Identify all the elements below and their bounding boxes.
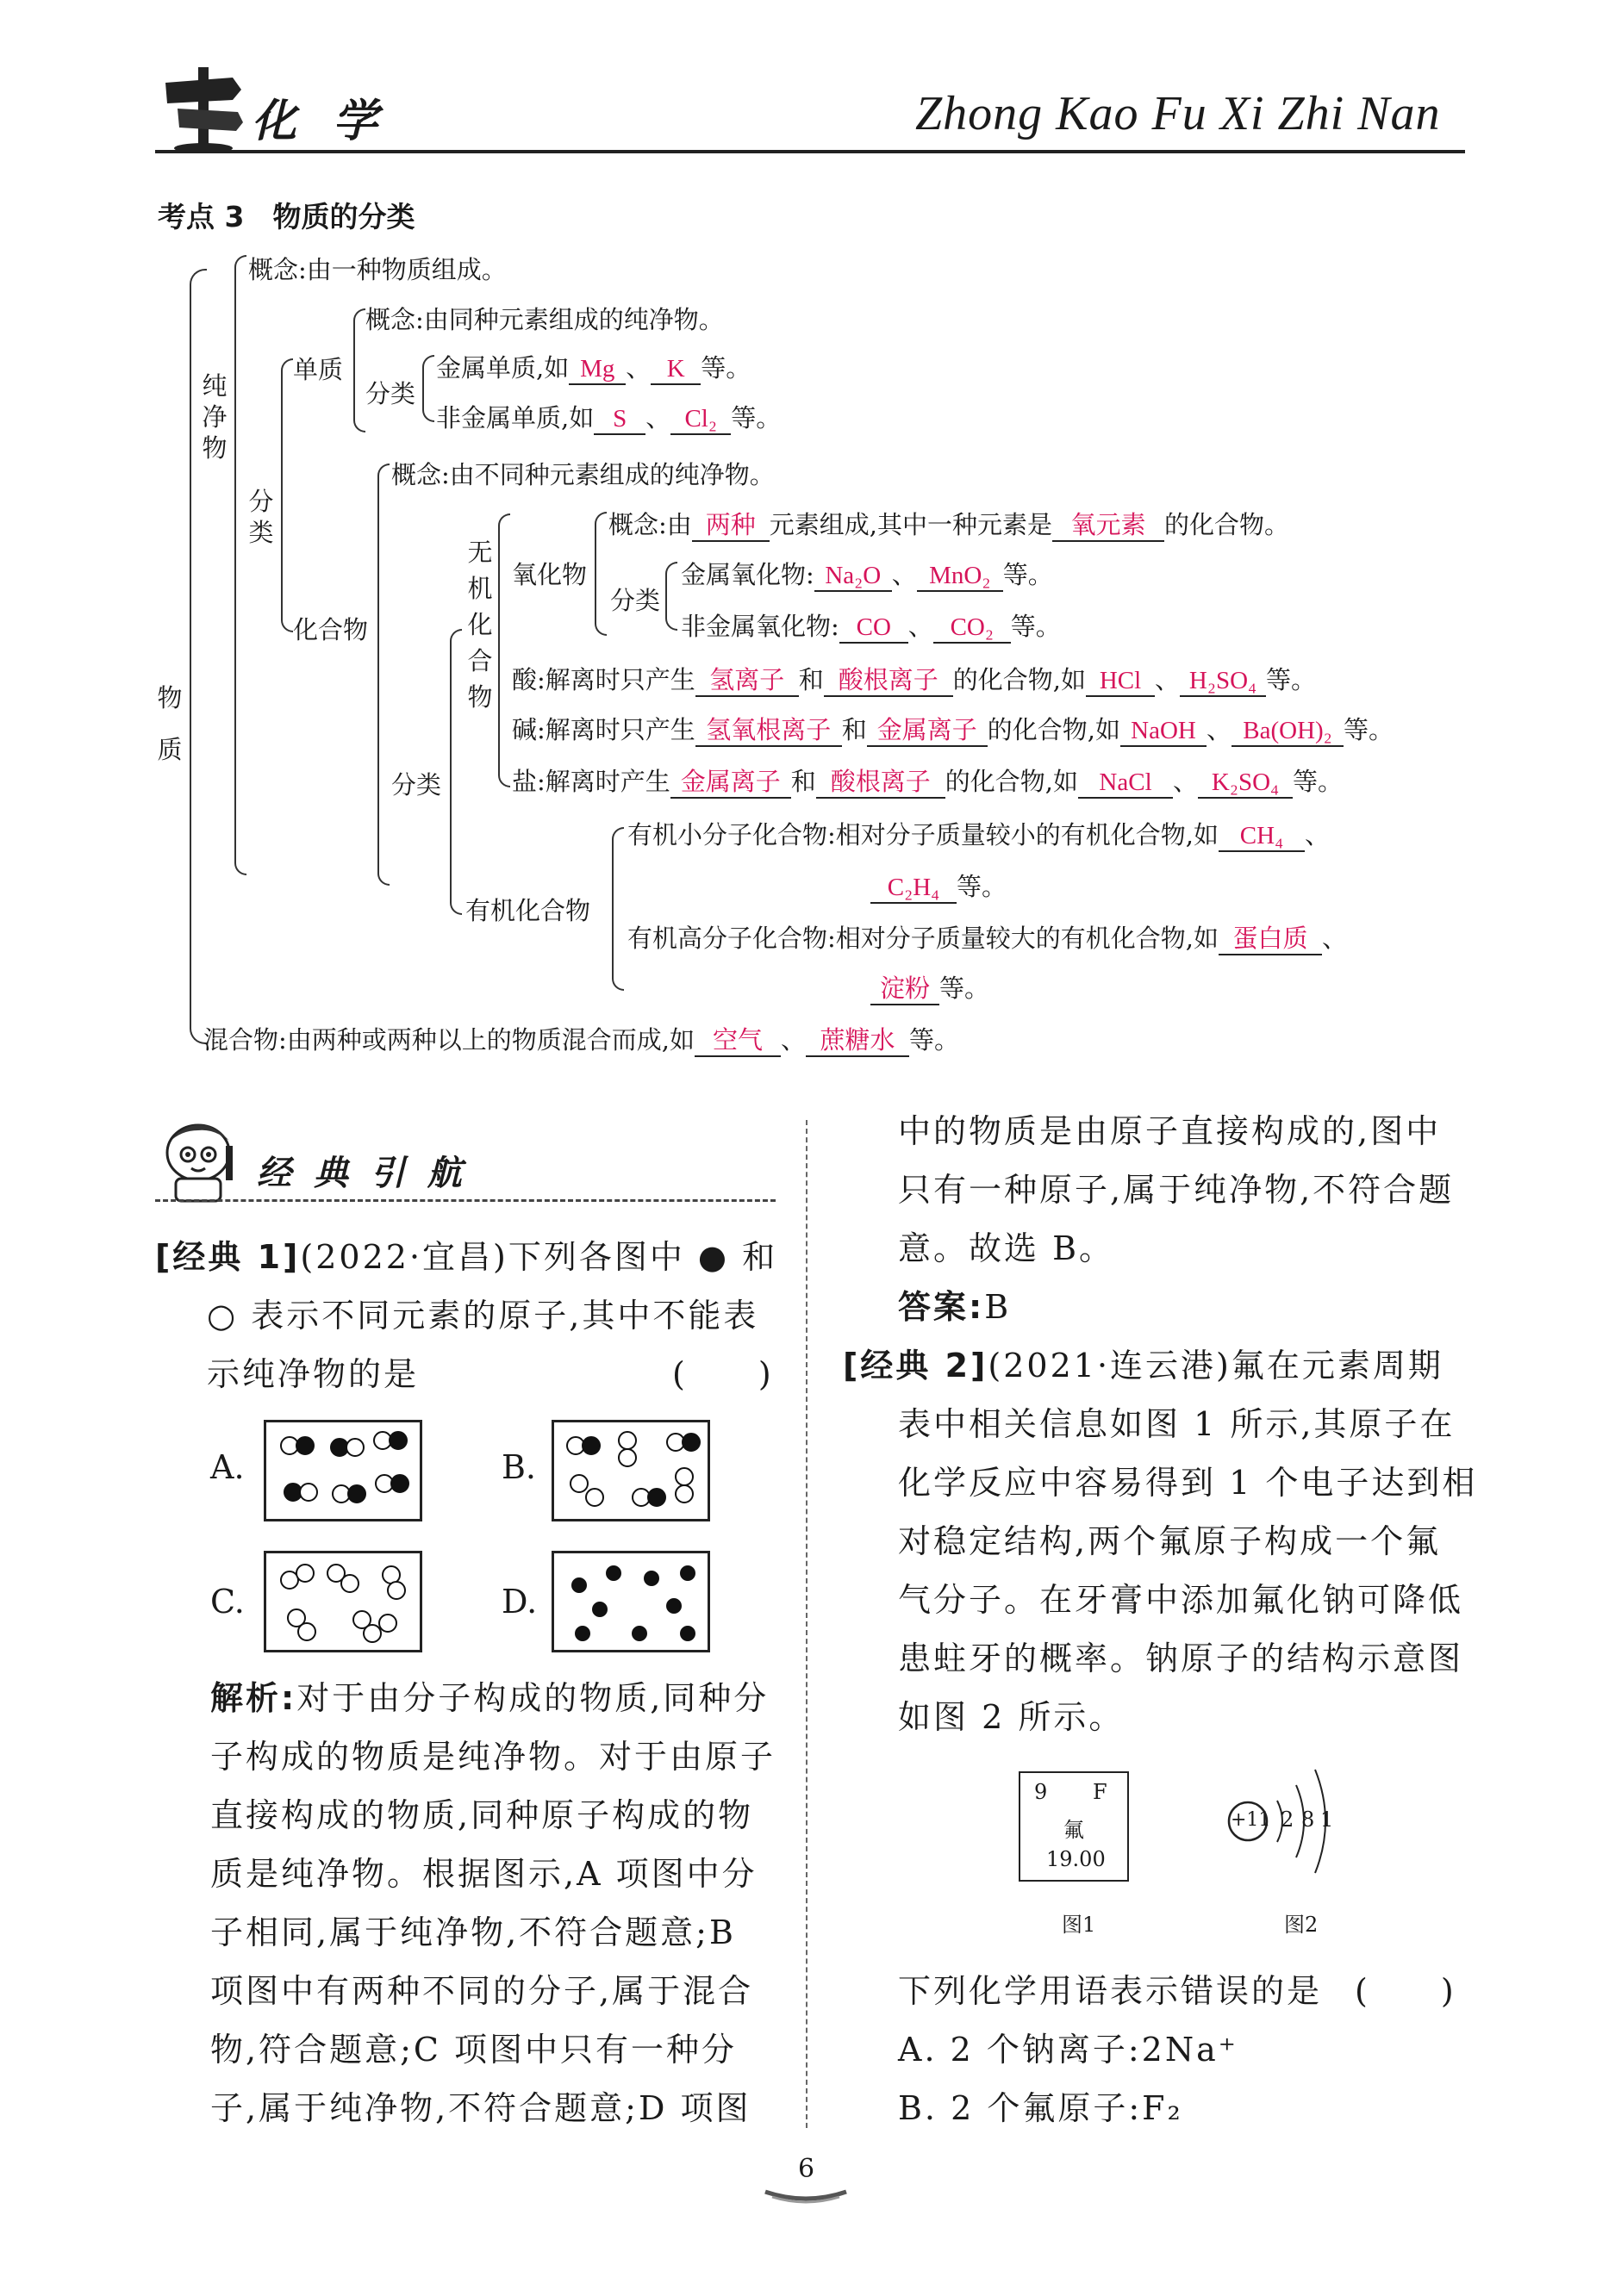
q1-cont-line-1: 只有一种原子,属于纯净物,不符合题	[898, 1171, 1455, 1209]
fluorine-element-card	[1019, 1771, 1129, 1882]
bracket-oxide-classify	[665, 562, 677, 631]
organic-label: 有机化合物	[465, 896, 591, 925]
bracket-pure-classify	[281, 358, 293, 632]
element-label: 单质	[293, 355, 344, 384]
nucleus-charge: +11	[1231, 1809, 1271, 1831]
element-concept: 概念:由同种元素组成的纯净物。	[365, 305, 724, 334]
q2-line-5: 患蛀牙的概率。钠原子的结构示意图	[898, 1640, 1464, 1677]
bracket-oxide	[595, 512, 607, 636]
page-number: 6	[798, 2154, 815, 2184]
q1-analysis-line-1: 子构成的物质是纯净物。对于由原子	[210, 1738, 776, 1776]
blank-two: 两种	[692, 511, 770, 542]
q1-option-c[interactable]: C.	[210, 1583, 245, 1621]
column-divider	[806, 1120, 808, 2128]
figure-1-caption: 图1	[1062, 1913, 1096, 1937]
q1-cont-line-2: 意。故选 B。	[898, 1229, 1115, 1267]
q2-tag: [经典 2]	[843, 1347, 988, 1384]
bracket-organic	[612, 827, 624, 991]
section-title: 考点 3 物质的分类	[158, 200, 415, 233]
q1-analysis-line-6: 物,符合题意;C 项图中只有一种分	[210, 2031, 738, 2069]
q1-option-b[interactable]: B.	[502, 1448, 537, 1486]
q2-option-a[interactable]: A. 2 个钠离子:2Na⁺	[898, 2031, 1238, 2069]
blank-co2: CO₂	[933, 613, 1011, 644]
element-number: 9	[1034, 1780, 1048, 1804]
tree-inorganic-label: 无机化合物	[467, 538, 493, 712]
blank-mno2: MnO₂	[917, 561, 1003, 592]
q1-line-2: ○ 表示不同元素的原子,其中不能表	[207, 1297, 759, 1335]
element-name: 氟	[1063, 1818, 1084, 1842]
banner-title: 经 典 引 航	[257, 1154, 467, 1193]
pure-concept: 概念:由一种物质组成。	[248, 255, 507, 284]
q1-analysis-line-0: 解析:对于由分子构成的物质,同种分	[210, 1679, 770, 1717]
bracket-element	[353, 308, 365, 432]
q1-line-3: 示纯净物的是 ( )	[207, 1355, 774, 1393]
header-rule	[155, 150, 1465, 153]
q2-line-0: [经典 2](2021·连云港)氟在元素周期	[843, 1347, 1444, 1384]
q2-line-3: 对稳定结构,两个氟原子构成一个氟	[898, 1522, 1442, 1560]
nonmetal-oxide-line: 非金属氧化物: CO 、 CO₂ 等。	[681, 612, 1061, 644]
metal-element-line: 金属单质,如 Mg 、 K 等。	[436, 353, 751, 385]
q1-option-d[interactable]: D.	[502, 1583, 538, 1621]
organic-large-line: 有机高分子化合物:相对分子质量较大的有机化合物,如 蛋白质 、	[627, 924, 1347, 955]
q1-analysis-line-3: 质是纯净物。根据图示,A 项图中分	[210, 1855, 758, 1893]
bracket-inorganic	[498, 513, 510, 787]
organic-small-line: 有机小分子化合物:相对分子质量较小的有机化合物,如 CH₄ 、	[627, 820, 1330, 852]
q1-cont-line-0: 中的物质是由原子直接构成的,图中	[898, 1112, 1442, 1150]
q1-analysis-line-2: 直接构成的物质,同种原子构成的物	[210, 1796, 754, 1834]
blank-co: CO	[839, 613, 908, 644]
bracket-element-classify	[422, 355, 434, 422]
banner-rule	[155, 1199, 776, 1202]
mixture-line: 混合物:由两种或两种以上的物质混合而成,如 空气 、 蔗糖水 等。	[203, 1025, 959, 1057]
shell-3-electrons: 1	[1320, 1808, 1334, 1832]
shell-1-electrons: 2	[1281, 1808, 1294, 1832]
blank-mg: Mg	[569, 354, 626, 385]
compound-concept: 概念:由不同种元素组成的纯净物。	[391, 460, 775, 489]
q1-analysis-line-5: 项图中有两种不同的分子,属于混合	[210, 1972, 754, 2010]
oxide-label: 氧化物	[512, 560, 588, 589]
organic-small-line-2: C₂H₄ 等。	[870, 872, 1007, 904]
element-mass: 19.00	[1046, 1847, 1106, 1871]
tree-pure-classify-label: 分类	[248, 487, 274, 547]
oxide-classify-label: 分类	[610, 586, 661, 615]
base-line: 碱:解离时只产生 氢氧根离子 和 金属离子 的化合物,如 NaOH 、 Ba(OH)₂ 等。	[512, 715, 1394, 747]
q1-tag: [经典 1]	[155, 1238, 301, 1276]
blank-na2o: Na₂O	[814, 561, 892, 592]
blank-s: S	[594, 404, 645, 435]
header-title-en: Zhong Kao Fu Xi Zhi Nan	[915, 87, 1441, 140]
signpost-logo-icon	[160, 59, 246, 153]
bracket-pure	[234, 255, 246, 875]
compound-label: 化合物	[293, 615, 369, 644]
compound-classify-label: 分类	[391, 770, 442, 800]
q2-line-6: 如图 2 所示。	[898, 1698, 1125, 1736]
q1-answer: 答案:B	[898, 1288, 1012, 1326]
q1-line-1: [经典 1](2022·宜昌)下列各图中 ● 和	[155, 1238, 778, 1276]
student-mascot-icon	[153, 1111, 248, 1206]
q2-prompt: 下列化学用语表示错误的是 ( )	[898, 1972, 1456, 2010]
bracket-compound-classify	[450, 629, 462, 915]
figure-2-caption: 图2	[1284, 1913, 1319, 1937]
nonmetal-element-line: 非金属单质,如 S 、 Cl₂ 等。	[436, 403, 781, 435]
q1-analysis-line-4: 子相同,属于纯净物,不符合题意;B	[210, 1913, 736, 1951]
shell-2-electrons: 8	[1301, 1808, 1315, 1832]
q1-diagram-b	[552, 1420, 710, 1521]
blank-cl2: Cl₂	[670, 404, 731, 435]
blank-k: K	[651, 354, 701, 385]
acid-line: 酸:解离时只产生 氢离子 和 酸根离子 的化合物,如 HCl 、 H₂SO₄ 等。	[512, 665, 1316, 697]
bracket-compound	[377, 464, 390, 886]
salt-line: 盐:解离时产生 金属离子 和 酸根离子 的化合物,如 NaCl 、 K₂SO₄ 等。	[512, 767, 1343, 799]
header-subject: 化 学	[252, 95, 389, 147]
q1-diagram-d	[552, 1551, 710, 1652]
element-classify-label: 分类	[365, 379, 416, 408]
q2-option-b[interactable]: B. 2 个氟原子:F₂	[898, 2089, 1183, 2127]
organic-large-line-2: 淀粉 等。	[870, 974, 989, 1005]
oxide-concept-line: 概念:由 两种 元素组成,其中一种元素是 氧元素 的化合物。	[608, 510, 1289, 542]
tree-pure-label: 纯净物	[202, 371, 228, 463]
q2-line-4: 气分子。在牙膏中添加氟化钠可降低	[898, 1581, 1464, 1619]
metal-oxide-line: 金属氧化物: Na₂O 、 MnO₂ 等。	[681, 560, 1053, 592]
q1-analysis-line-7: 子,属于纯净物,不符合题意;D 项图	[210, 2089, 751, 2127]
q2-line-2: 化学反应中容易得到 1 个电子达到相	[898, 1464, 1478, 1502]
q1-option-a[interactable]: A.	[210, 1448, 245, 1486]
element-symbol: F	[1093, 1780, 1107, 1804]
blank-oxygen: 氧元素	[1052, 511, 1164, 542]
q1-diagram-c	[264, 1551, 422, 1652]
q2-line-1: 表中相关信息如图 1 所示,其原子在	[898, 1405, 1456, 1443]
tree-root-label: 物质	[157, 683, 183, 764]
q1-diagram-a	[264, 1420, 422, 1521]
